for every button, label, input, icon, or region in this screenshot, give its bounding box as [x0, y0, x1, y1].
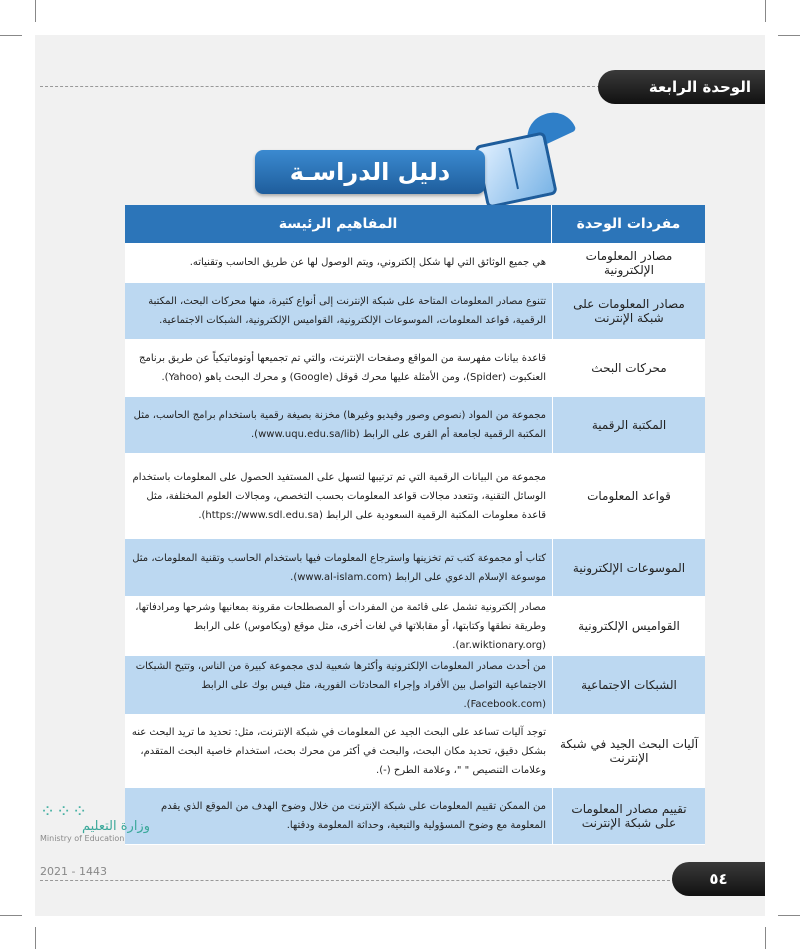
guide-title: دليل الدراسـة [255, 150, 485, 194]
page-number: ٥٤ [672, 862, 765, 896]
crop-mark [0, 35, 22, 36]
table-row [125, 656, 705, 715]
row-concept: مصادر إلكترونية تشمل على قائمة من المفردات أو المصطلحات مقرونة بمعانيها وشرحها ومرادفاتها، وطريقة نطقها وكتابتها، أو مقابلاتها في لغات أخرى، مثل موقع (ويكاموس) على الرابط (ar.wiktionary.org). [125, 597, 552, 655]
table-row [125, 788, 705, 845]
crop-mark [765, 927, 766, 949]
table-row [125, 597, 705, 656]
crop-mark [778, 35, 800, 36]
row-item: القواميس الإلكترونية [552, 597, 705, 655]
table-row [125, 454, 705, 539]
table-row [125, 397, 705, 454]
row-concept: كتاب أو مجموعة كتب تم تخزينها واسترجاع المعلومات فيها باستخدام الحاسب وتقنية المعلومات، مثل موسوعة الإسلام الدعوي على الرابط (www.al-islam.com). [125, 539, 552, 596]
ministry-logo [40, 801, 150, 880]
crop-mark [35, 927, 36, 949]
table-row [125, 340, 705, 397]
row-concept: توجد آليات تساعد على البحث الجيد عن المعلومات في شبكة الإنترنت، مثل: تحديد ما تريد البحث عنه بشكل دقيق، تحديد مكان البحث، والبحث في أكثر من محرك بحث، استخدام خاصية البحث المتقدم، وعلامات التنصيص " "، وعلامة الطرح (-). [125, 715, 552, 787]
table-row [125, 539, 705, 597]
row-item: مصادر المعلومات على شبكة الإنترنت [552, 283, 705, 339]
row-item: تقييم مصادر المعلومات على شبكة الإنترنت [552, 788, 705, 844]
table-row [125, 715, 705, 788]
row-concept: مجموعة من البيانات الرقمية التي تم ترتيبها لتسهل على المستفيد الحصول على المعلومات باستخدام الوسائل التقنية، وتتعدد مجالات قواعد المعلومات بحسب التخصص، ومجالات العلوم المختلفة، مثل قاعدة معلومات المكتبة الرقمية السعودية على الرابط (https://www.sdl.edu.sa). [125, 454, 552, 538]
crop-mark [0, 915, 22, 916]
study-guide-table [125, 205, 705, 845]
row-item: الموسوعات الإلكترونية [552, 539, 705, 596]
logo-english: Ministry of Education [40, 834, 125, 843]
row-concept: مجموعة من المواد (نصوص وصور وفيديو وغيرها) مخزنة بصيغة رقمية باستخدام برامج الحاسب، مثل المكتبة الرقمية لجامعة أم القرى على الرابط (www.uqu.edu.sa/lib). [125, 397, 552, 453]
table-row [125, 283, 705, 340]
row-concept: من الممكن تقييم المعلومات على شبكة الإنترنت من خلال وضوح الهدف من الموقع الذي يقدم المعلومة مع وضوح المسؤولية والتبعية، وحداثة المعلومة ودقتها. [125, 788, 552, 844]
study-guide-header [245, 118, 575, 198]
row-concept: هي جميع الوثائق التي لها شكل إلكتروني، ويتم الوصول لها عن طريق الحاسب وتقنياته. [125, 243, 552, 282]
row-concept: قاعدة بيانات مفهرسة من المواقع وصفحات الإنترنت، والتي تم تجميعها أوتوماتيكياً عن طريق برنامج العنكبوت (Spider)، ومن الأمثلة عليها محرك قوقل (Google) و محرك البحث ياهو (Yahoo). [125, 340, 552, 396]
logo-dots-icon: ⁘⁘⁘ [40, 801, 89, 822]
header-items: مفردات الوحدة [551, 205, 705, 243]
crop-mark [35, 0, 36, 22]
header-concepts: المفاهيم الرئيسة [278, 216, 398, 232]
row-item: الشبكات الاجتماعية [552, 656, 705, 714]
crop-mark [765, 0, 766, 22]
row-item: محركات البحث [552, 340, 705, 396]
row-item: المكتبة الرقمية [552, 397, 705, 453]
row-item: مصادر المعلومات الإلكترونية [552, 243, 705, 282]
book-icon [474, 131, 558, 209]
crop-mark [778, 915, 800, 916]
unit-title: الوحدة الرابعة [598, 70, 765, 104]
table-header [125, 205, 705, 243]
divider [40, 880, 675, 881]
divider [40, 86, 600, 87]
row-item: آليات البحث الجيد في شبكة الإنترنت [552, 715, 705, 787]
logo-year: 2021 - 1443 [40, 865, 107, 878]
row-concept: تتنوع مصادر المعلومات المتاحة على شبكة الإنترنت إلى أنواع كثيرة، منها محركات البحث، المكتبة الرقمية، قواعد المعلومات، الموسوعات الإلكترونية، القواميس الإلكترونية، الشبكات الاجتماعية. [125, 283, 552, 339]
logo-arabic: وزارة التعليم [81, 819, 150, 834]
row-concept: من أحدث مصادر المعلومات الإلكترونية وأكثرها شعبية لدى مجموعة كبيرة من الناس، وتتيح الشبكات الاجتماعية التواصل بين الأفراد وإجراء المحادثات الفورية، مثل فيس بوك على الرابط (Facebook.com). [125, 656, 552, 714]
table-row [125, 243, 705, 283]
row-item: قواعد المعلومات [552, 454, 705, 538]
